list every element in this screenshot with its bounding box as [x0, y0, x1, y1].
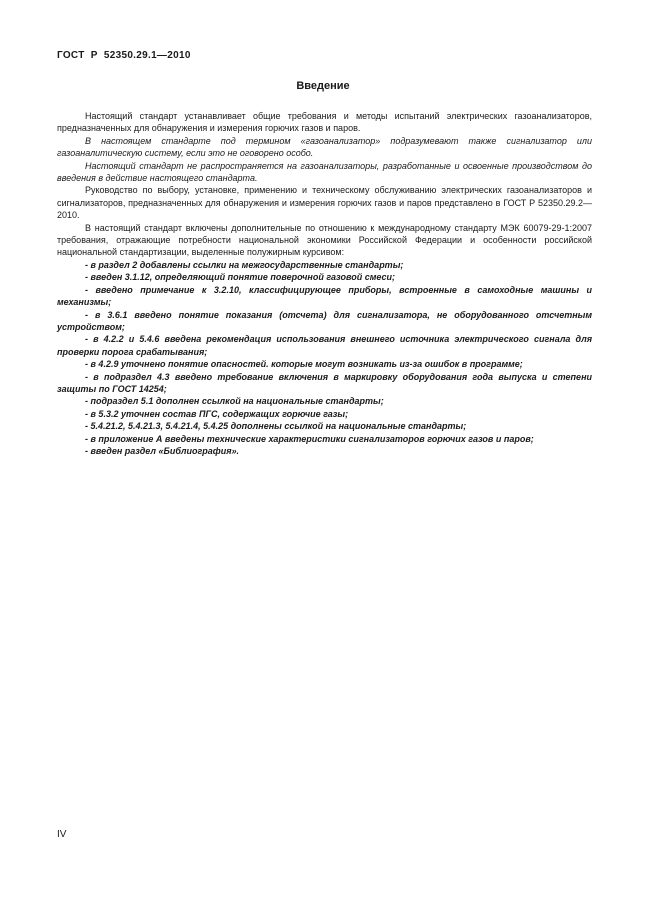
paragraph: Руководство по выбору, установке, применению и техническому обслуживанию электрических газоанализаторов и сигнализаторов, предназначенных для обнаружения и измерения горючих газов и паров представлено в ГОСТ Р 52350.29.2—2010. — [57, 185, 592, 221]
list-item: - в подраздел 4.3 введено требование включения в маркировку оборудования года выпуска и степени защиты по ГОСТ 14254; — [57, 371, 592, 394]
page-number: IV — [57, 829, 67, 840]
list-item: - 5.4.21.2, 5.4.21.3, 5.4.21.4, 5.4.25 дополнены ссылкой на национальные стандарты; — [85, 421, 467, 432]
list-item: - в приложение А введены технические характеристики сигнализаторов горючих газов и паров; — [85, 433, 534, 444]
section-title: Введение — [296, 80, 350, 92]
paragraph-italic: В настоящем стандарте под термином «газоанализатор» подразумевают также сигнализатор или газоаналитическую систему, если это не оговорено особо. — [57, 135, 592, 159]
list-item: - введен 3.1.12, определяющий понятие поверочной газовой смеси; — [85, 272, 395, 283]
list-item: - введено примечание к 3.2.10, классифицирующее приборы, встроенные в самоходные машины и механизмы; — [57, 284, 592, 308]
document-code-header: ГОСТ Р 52350.29.1—2010 — [57, 50, 191, 61]
list-item: - введен раздел «Библиография». — [85, 445, 240, 456]
paragraph: Настоящий стандарт устанавливает общие требования и методы испытаний электрических газоанализаторов, предназначенных для обнаружения и измерения горючих газов и паров. — [57, 111, 592, 134]
paragraph-italic: Настоящий стандарт не распространяется на газоанализаторы, разработанные и освоенные производством до введения в действие настоящего стандарта. — [57, 160, 592, 184]
list-item: - в раздел 2 добавлены ссылки на межгосударственные стандарты; — [85, 259, 404, 270]
list-item: - подраздел 5.1 дополнен ссылкой на национальные стандарты; — [85, 396, 384, 407]
introduction-body — [57, 110, 592, 457]
list-item: - в 3.6.1 введено понятие показания (отсчета) для сигнализатора, не оборудованного отсчетным устройством; — [57, 309, 592, 332]
list-item: - в 4.2.2 и 5.4.6 введена рекомендация использования внешнего источника электрического сигнала для проверки порога срабатывания; — [57, 334, 592, 357]
paragraph: В настоящий стандарт включены дополнительные по отношению к международному стандарту МЭК 60079-29-1:2007 требования, отражающие потребности национальной экономики Российской Федерации и особенности российской национальной стандартизации, выделенные полужирным курсивом: — [57, 222, 592, 258]
list-item: - в 4.2.9 уточнено понятие опасностей. которые могут возникать из-за ошибок в программе; — [85, 359, 523, 370]
list-item: - в 5.3.2 уточнен состав ПГС, содержащих горючие газы; — [85, 408, 349, 419]
